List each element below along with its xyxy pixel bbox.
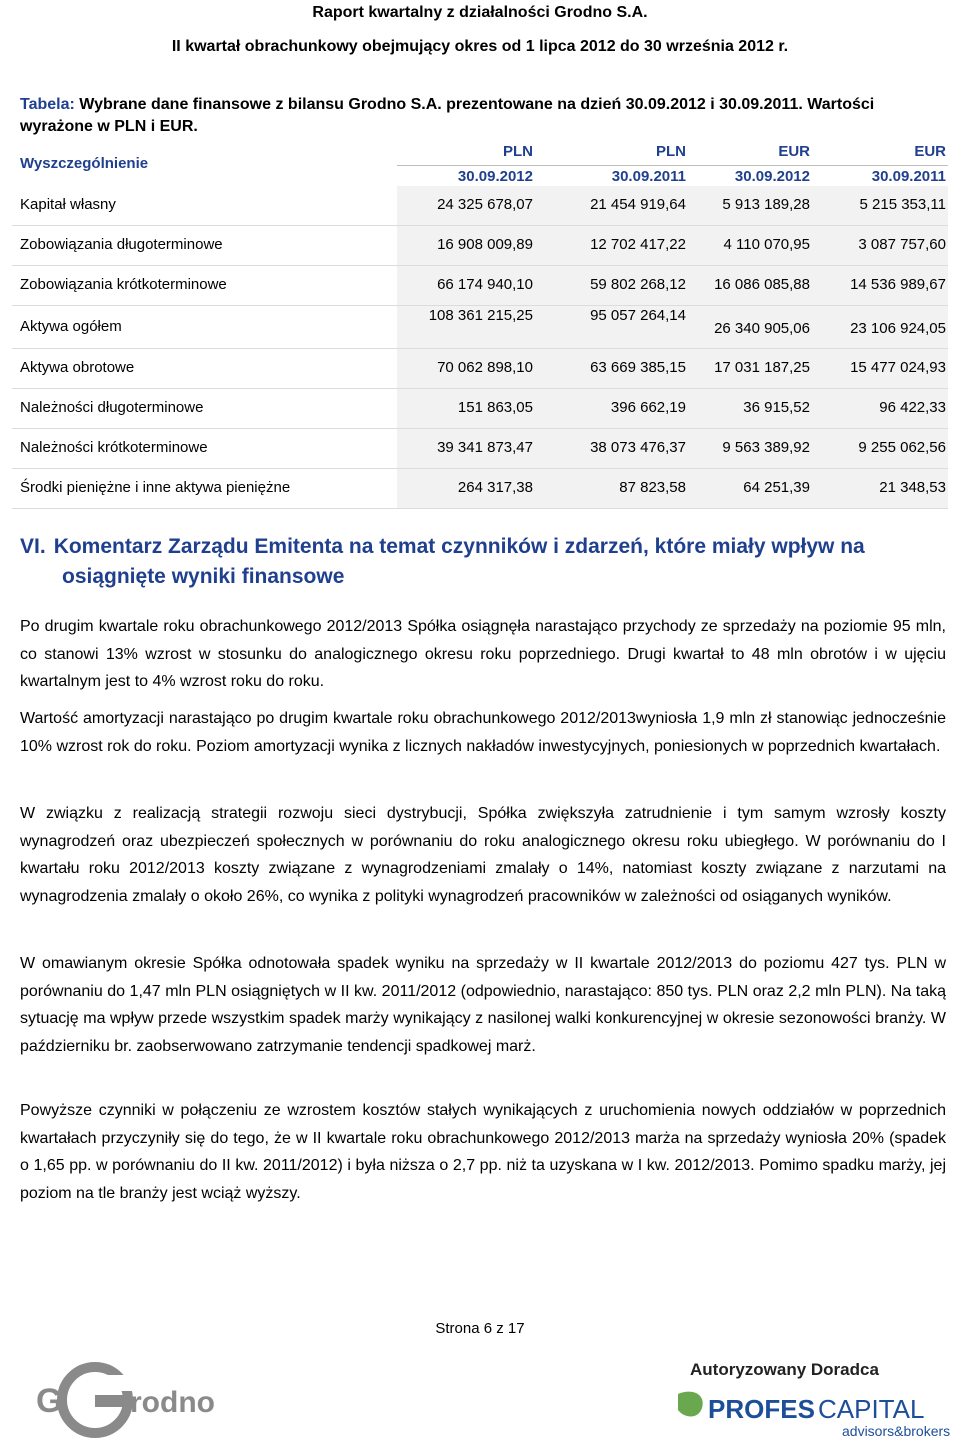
section-title [20,532,950,592]
value-cell: 17 031 187,25 [714,359,810,376]
value-cell: 5 913 189,28 [722,196,810,213]
paragraph: Powyższe czynniki w połączeniu ze wzrostem kosztów stałych wynikających z uruchomienia nowych oddziałów w poprzednich kwartałach przyczyniły się do tego, że w II kwartale roku obrachunkowego 2012/2013 marża na sprzedaży wyniosła 20% (spadek o 1,65 pp. w porównaniu do II kw. 2011/2012) i była niższa o 2,7 pp. niż ta uzyskana w I kw. 2012/2013. Pomimo spadku marży, jej poziom na tle branży jest wciąż wyższy. [20,1102,946,1202]
value-cell: 64 251,39 [743,479,810,496]
header-divider [397,165,948,166]
row-label: Zobowiązania długoterminowe [20,236,223,253]
value-cell: 39 341 873,47 [437,439,533,456]
column-header-date: 30.09.2011 [871,168,946,185]
table-row [12,429,948,469]
report-subtitle: II kwartał obrachunkowy obejmujący okres od 1 lipca 2012 do 30 września 2012 r. [171,38,789,55]
value-cell: 24 325 678,07 [437,196,533,213]
value-cell: 26 340 905,06 [714,320,810,337]
value-cell: 63 669 385,15 [590,359,686,376]
first-column-header: Wyszczególnienie [20,155,149,172]
value-cell: 14 536 989,67 [850,276,946,293]
value-cell: 4 110 070,95 [723,236,810,253]
row-label: Należności krótkoterminowe [20,439,208,456]
grodno-logo-icon [10,1355,250,1445]
row-label: Należności długoterminowe [20,399,204,416]
value-cell: 70 062 898,10 [437,359,533,376]
column-header-currency: PLN [503,143,533,160]
paragraph: Wartość amortyzacji narastająco po drugim kwartale roku obrachunkowego 2012/2013wyniosła 1,9 mln zł stanowiąc jednocześnie 10% wzrost rok do roku. Poziom amortyzacji wynika z licznych nakładów inwestycyjnych, poniesionych w poprzednich kwartałach. [20,710,946,755]
value-cell: 108 361 215,25 [428,307,533,324]
profescapital-logo-icon [672,1388,952,1444]
table-row [12,186,948,226]
value-cell: 12 702 417,22 [590,236,686,253]
row-label: Aktywa ogółem [20,318,122,335]
section-title-line2: osiągnięte wyniki finansowe [62,565,345,588]
report-title: Raport kwartalny z działalności Grodno S.A. [312,4,648,21]
table-row [12,266,948,306]
value-cell: 9 255 062,56 [858,439,946,456]
value-cell: 21 348,53 [879,479,946,496]
svg-text:advisors&brokers: advisors&brokers [842,1423,951,1439]
value-cell: 5 215 353,11 [859,196,946,213]
paragraph: W związku z realizacją strategii rozwoju sieci dystrybucji, Spółka zwiększyła zatrudnienie i tym samym wzrosły koszty wynagrodzeń oraz ubezpieczeń społecznych w porównaniu do roku analogicznego okresu roku ubiegłego. W porównaniu do I kwartału roku 2012/2013 koszty związane z wynagrodzeniami zmalały o 14%, natomiast koszty związane z narzutami na wynagrodzenia zmalały o około 26%, co wynika z polityki wynagrodzeń pracowników w zależności od osiąganych wyników. [20,805,946,905]
value-cell: 87 823,58 [619,479,686,496]
svg-text:CAPITAL: CAPITAL [818,1394,925,1424]
table-row [12,226,948,266]
profescapital-logo [672,1388,952,1444]
value-cell: 264 317,38 [457,479,533,496]
grodno-logo [10,1355,250,1445]
table-row [12,389,948,429]
value-cell: 16 908 009,89 [437,236,533,253]
value-cell: 396 662,19 [610,399,686,416]
table-row [12,306,948,349]
value-cell: 23 106 924,05 [850,320,946,337]
column-header-currency: EUR [778,143,810,160]
section-title-line1: Komentarz Zarządu Emitenta na temat czynników i zdarzeń, które miały wpływ na [53,535,865,558]
row-label: Kapitał własny [20,196,116,213]
svg-text:rodno: rodno [130,1386,215,1419]
value-cell: 3 087 757,60 [858,236,946,253]
row-label: Środki pieniężne i inne aktywa pieniężne [20,479,291,496]
column-header-currency: EUR [914,143,946,160]
svg-text:G: G [36,1382,63,1420]
adviser-label: Autoryzowany Doradca [690,1360,879,1379]
value-cell: 9 563 389,92 [722,439,810,456]
column-header-date: 30.09.2012 [734,168,810,185]
value-cell: 15 477 024,93 [850,359,946,376]
table-row [12,349,948,389]
value-cell: 21 454 919,64 [590,196,686,213]
column-header-date: 30.09.2012 [457,168,533,185]
value-cell: 96 422,33 [879,399,946,416]
section-number: VI. [20,535,46,558]
column-header-currency: PLN [656,143,686,160]
value-cell: 95 057 264,14 [590,307,686,324]
column-header-date: 30.09.2011 [611,168,686,185]
value-cell: 59 802 268,12 [590,276,686,293]
value-cell: 38 073 476,37 [590,439,686,456]
value-cell: 16 086 085,88 [714,276,810,293]
value-cell: 36 915,52 [743,399,810,416]
svg-text:PROFES: PROFES [708,1394,815,1424]
value-cell: 151 863,05 [457,399,533,416]
value-cell: 66 174 940,10 [437,276,533,293]
row-label: Zobowiązania krótkoterminowe [20,276,227,293]
table-row [12,469,948,509]
table-caption-label: Tabela: [20,96,75,113]
row-label: Aktywa obrotowe [20,359,135,376]
page-number: Strona 6 z 17 [435,1320,525,1337]
table-caption-text: Wybrane dane finansowe z bilansu Grodno S.A. prezentowane na dzień 30.09.2012 i 30.09.2011. Wartości wyrażone w PLN i EUR. [20,96,875,135]
paragraph: Po drugim kwartale roku obrachunkowego 2012/2013 Spółka osiągnęła narastająco przychody ze sprzedaży na poziomie 95 mln, co stanowi 13% wzrost w stosunku do analogicznego okresu roku poprzedniego. Drugi kwartał to 48 mln obrotów i w ujęciu kwartalnym jest to 4% wzrost roku do roku. [20,618,946,690]
paragraph: W omawianym okresie Spółka odnotowała spadek wyniku na sprzedaży w II kwartale 2012/2013 do poziomu 427 tys. PLN w porównaniu do 1,47 mln PLN osiągniętych w II kw. 2011/2012 (odpowiednio, narastająco: 850 tys. PLN oraz 2,2 mln PLN). Na taką sytuację ma wpływ przede wszystkim spadek marży wynikający z nasilonej walki konkurencyjnej w okresie sezonowości branży. W październiku br. zaobserwowano zatrzymanie tendencji spadkowej marż. [20,955,946,1055]
table-caption [20,94,950,138]
